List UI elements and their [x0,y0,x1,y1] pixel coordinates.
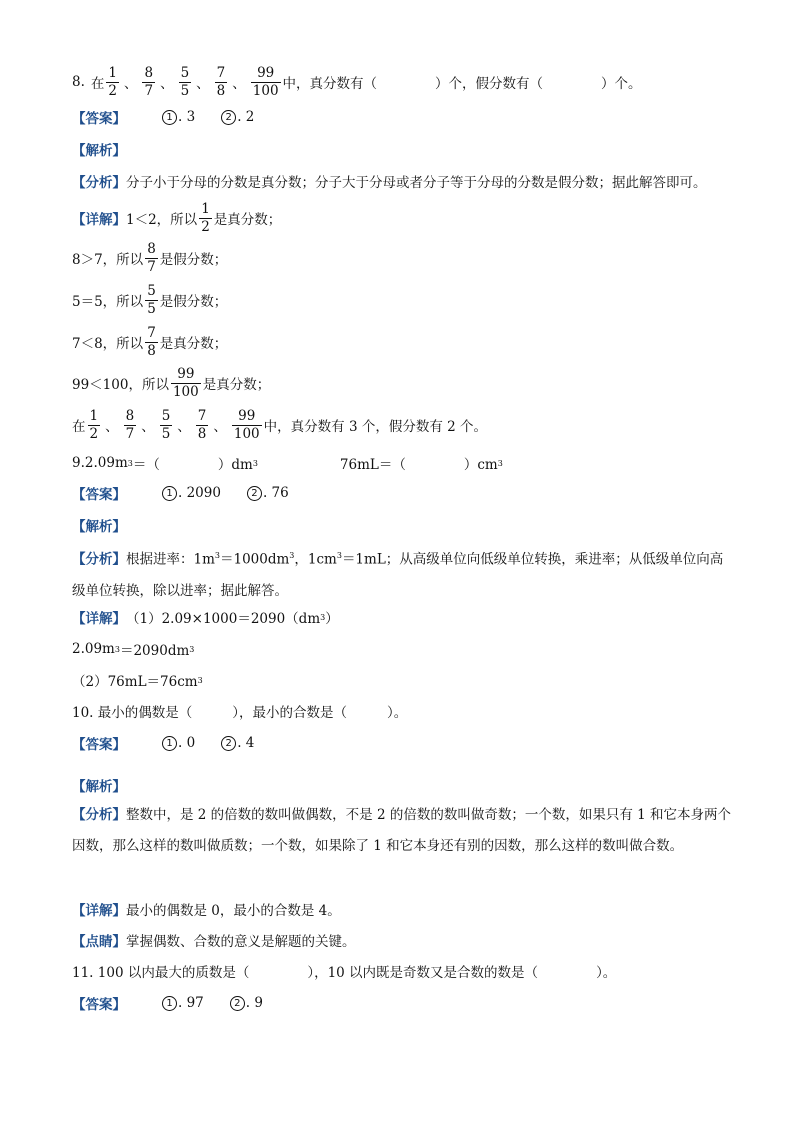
fenxi-tag: 【分析】 [72,175,126,191]
q10-answer: 【答案】 1 . 0 2 . 4 [72,735,255,753]
fraction: $\frac{8}{7}$ [147,241,156,275]
fraction: $\frac{7}{8}$ [147,325,156,359]
fraction: $\frac{7}{8}$ [197,408,207,442]
circle-two-icon: 2 [247,486,262,501]
circle-two-icon: 2 [230,996,245,1011]
xiangjie-tag: 【详解】 [72,212,126,228]
fraction: $\frac{1}{2}$ [201,201,210,235]
circle-one-icon: 1 [162,110,177,125]
xiangjie-tag: 【详解】 [72,903,126,919]
q8-question: 8. 在 $\frac{1}{2}$ 、 $\frac{8}{7}$ 、 $\frac{5}{5}$ 、 $\frac{7}{8}$ 、 $\frac{99}{100}$ 中，真分数有（ ）个，假分数有（ ）个。 [72,65,642,99]
q8-fraction: $\frac{5}{5}$ [180,65,190,99]
q8-fraction: $\frac{7}{8}$ [216,65,226,99]
q8-fraction: $\frac{1}{2}$ [108,65,117,99]
answer-value: 3 [186,109,196,125]
q9-number: 9. [72,455,85,471]
q8-jiexi [72,138,734,160]
answer-value: 2 [245,109,255,125]
jiexi-tag: 【解析】 [72,779,126,795]
answer-tag: 【答案】 [72,737,126,753]
fraction: $\frac{99}{100}$ [233,408,260,442]
fenxi-tag: 【分析】 [72,551,126,568]
q9-jiexi [72,514,734,536]
fraction: $\frac{5}{5}$ [147,283,156,317]
jiexi-tag: 【解析】 [72,519,126,535]
q10-xiangjie: 【详解】 最小的偶数是 0，最小的合数是 4。 [72,898,734,920]
answer-tag: 【答案】 [72,111,126,127]
circle-one-icon: 1 [162,736,177,751]
fenxi-text: 分子小于分母的分数是真分数；分子大于分母或者分子等于分母的分数是假分数；据此解答即可。 [126,175,707,191]
fraction: $\frac{1}{2}$ [89,408,99,442]
answer-value: 76 [271,485,289,501]
q8-answer: 【答案】 1 . 3 2 . 2 [72,109,255,127]
circle-two-icon: 2 [221,110,236,125]
q8-detail-1: 【详解】 1＜2，所以 $\frac{1}{2}$ 是真分数； [72,201,282,235]
answer-tag: 【答案】 [72,997,126,1013]
q11-answer: 【答案】 1 . 97 2 . 9 [72,995,263,1013]
jiexi-tag: 【解析】 [72,143,126,159]
q9-detail-2: 2.09m 3 ＝2090dm 3 [72,641,195,659]
q8-fraction: $\frac{8}{7}$ [144,65,154,99]
q8-detail-5: 99＜100，所以 $\frac{99}{100}$ 是真分数； [72,366,271,400]
fraction: $\frac{8}{7}$ [125,408,135,442]
q9-detail-3: （2）76mL＝76cm 3 [72,674,203,690]
q10-question: 10. 最小的偶数是（ ），最小的合数是（ ）。 [72,705,408,721]
answer-value: 0 [186,735,196,751]
q8-mid2-text: ）个，假分数有（ [435,76,544,92]
xiangjie-tag: 【详解】 [72,611,126,627]
q8-detail-4: 7＜8，所以 $\frac{7}{8}$ 是真分数； [72,325,228,359]
answer-tag: 【答案】 [72,487,126,503]
q8-in: 在 [90,76,105,92]
q8-number: 8. [72,74,85,90]
dianjing-tag: 【点睛】 [72,934,126,950]
fenxi-tag: 【分析】 [72,807,126,823]
q8-summary: 在 $\frac{1}{2}$ 、 $\frac{8}{7}$ 、 $\frac{5}{5}$ 、 $\frac{7}{8}$ 、 $\frac{99}{100}$ 中，真分数有 3 个，假分数有 2 个。 [72,408,487,442]
circle-two-icon: 2 [221,736,236,751]
q8-detail-2: 8＞7，所以 $\frac{8}{7}$ 是假分数； [72,241,228,275]
q10-dianjing: 【点睛】 掌握偶数、合数的意义是解题的关键。 [72,929,734,951]
q8-fenxi [72,170,734,192]
q8-detail-3: 5＝5，所以 $\frac{5}{5}$ 是假分数； [72,283,228,317]
q9-detail-1: 【详解】 （1）2.09×1000＝2090（dm 3 ） [72,606,734,628]
q11-question: 11. 100 以内最大的质数是（ ），10 以内既是奇数又是合数的数是（ ）。 [72,965,617,981]
circle-one-icon: 1 [162,996,177,1011]
answer-value: 97 [186,995,204,1011]
q10-jiexi [72,774,734,796]
q9-fenxi: 【分析】根据进率：$1m^3=1000dm^3$，$1cm^3=1mL$；从高级单位向低级单位转换，乘进率；从低级单位向高级单位转换，除以进率；据此解答。 [72,551,724,599]
q9-answer: 【答案】 1 . 2090 2 . 76 [72,485,289,503]
q10-fenxi: 【分析】整数中，是 2 的倍数的数叫做偶数，不是 2 的倍数的数叫做奇数；一个数，如果只有 1 和它本身两个因数，那么这样的数叫做质数；一个数，如果除了 1 和它本身还有别的因数，那么这样的数叫做合数。 [72,807,732,854]
q8-fraction: $\frac{99}{100}$ [252,65,279,99]
fraction: $\frac{5}{5}$ [161,408,171,442]
answer-value: 9 [254,995,263,1011]
answer-value: 2090 [186,485,221,501]
q9-question: 9. 2.09m 3 ＝（ ）dm 3 76mL＝（ ）cm 3 [72,455,503,473]
fraction: $\frac{99}{100}$ [172,366,199,400]
circle-one-icon: 1 [162,486,177,501]
answer-value: 4 [245,735,255,751]
q8-mid-text: 中，真分数有（ [282,76,378,92]
q8-end-text: ）个。 [601,76,642,92]
